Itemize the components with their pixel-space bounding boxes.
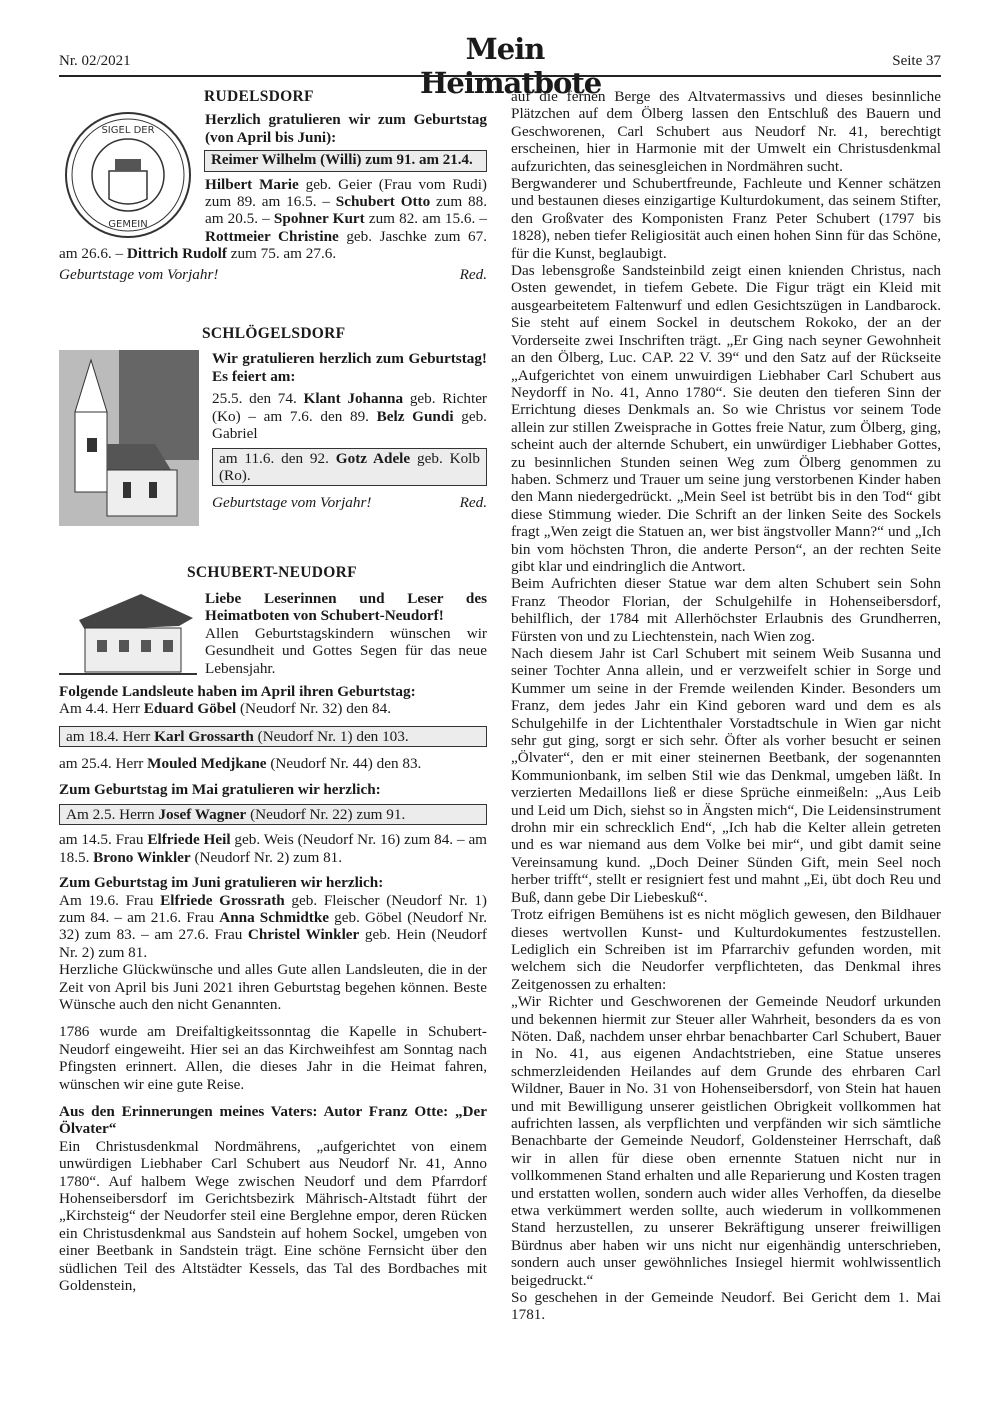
schloegelsdorf-footer bbox=[212, 494, 487, 511]
rudelsdorf-list: Hilbert Marie geb. Geier (Frau vom Rudi) zum 89. am 16.5. – Schubert Otto zum 88. am 20.5. – Spohner Kurt zum 82. am 15.6. – Rottmeier Christine geb. Jaschke zum 67. am 26.6. – Dittrich Rudolf zum 75. am 27.6. bbox=[59, 175, 488, 263]
svg-text:GEMEIN: GEMEIN bbox=[108, 219, 148, 231]
april-entry-1: Am 4.4. Herr Eduard Göbel (Neudorf Nr. 32) den 84. bbox=[59, 700, 391, 718]
article-paragraph-2: Bergwanderer und Schubertfreunde, Fachleute und Kenner schätzen und bestaunen dieses einzigartige Kulturdokument, das seinem Stifter, den Großvater des Komponisten Franz Peter Schubert (1797 bis 1828), neben tiefer Religiosität auch einen hohen Sinn für das Schöne, für die Kunst, beglaubigt. bbox=[511, 175, 941, 262]
schloegelsdorf-list: 25.5. den 74. Klant Johanna geb. Richter (Ko) – am 7.6. den 89. Belz Gundi geb. Gabriel bbox=[212, 390, 487, 443]
section-schloegelsdorf bbox=[59, 325, 487, 530]
article-paragraph-5: Nach diesem Jahr ist Carl Schubert mit seinem Weib Susanna und seiner Tochter Anna allein, und er verzweifelt schier in Sorge und Kummer um seine in der Fremde weilenden Kinder. Besonders um Franz, dem jedes Jahr ein Kind geboren ward und dem es als Schulgehilfe in der Lichtenthaler Vorstadtschule in Wien gar nicht sehr gut ging, sorgt er sich sehr. Öfter als vorher besucht er seinen „Ölvater“, den er mit einer steinernen Beetbank, der sogenannten Kommunionbank, im selben Stil wie das Denkmal, umgeben läßt. In verzierten Medaillons ließ er diese Sprüche einmeißeln: „Aus Leib und Leid um Dich, siehst so in Ängsten mich“, Die Leidensinstrument drohn mir ein schrecklich End“, „Ich hab die Kelter allein getreten und es war niemand aus dem Volke bei mir“, und gibt damit seine Vereinsamung kund. „Doch Deiner Sünden Gift, mein Seel noch herber trifft“, stellt er resigniert fest und mahnt „Ei, übt doch Reu und Buß, dann gebe Dir Liebeskuß“. bbox=[511, 645, 941, 906]
rudelsdorf-seal-image bbox=[59, 111, 197, 239]
juni-heading: Zum Geburtstag im Juni gratulieren wir herzlich: bbox=[59, 874, 384, 892]
schloegelsdorf-highlight: am 11.6. den 92. Gotz Adele geb. Kolb (Ro). bbox=[212, 448, 487, 487]
article-paragraph-1: auf die fernen Berge des Altvatermassivs und dieses besinnliche Plätzchen auf dem Ölberg lassen den Entschluß des Bauern und Geschworenen, Carl Schubert aus Neudorf Nr. 41, berechtigt erscheinen, hier in Harmonie mit der Umwelt ein Christusdenkmal aufzurichten, das seinesgleichen in Nordmähren sucht. bbox=[511, 88, 941, 175]
page-number: Seite 37 bbox=[892, 53, 941, 69]
otte-paragraph-1: Ein Christusdenkmal Nordmährens, „aufgerichtet von einem unwürdigen Liebhaber Carl Schubert aus Neudorf Nr. 41, Anno 1780“. Auf halbem Wege zwischen Neudorf und dem Pfarrdorf Hohenseibersdorf im Gerichtsbezirk Mährisch-Altstadt führt der „Kirchsteig“ der Neudorfer steil eine Berglehne empor, deren Rücken ein Christusdenkmal aus Sandstein auf hohem Sockel, umgeben von einer Beetbank in Sandstein trägt. Eine schöne Fernsicht über den südlichen Teil des Altstädter Kessels, das Tal des Bordbaches mit Goldenstein, bbox=[59, 1137, 487, 1295]
schloegelsdorf-red: Red. bbox=[459, 494, 487, 512]
article-paragraph-8: So geschehen in der Gemeinde Neudorf. Bei Gericht dem 1. Mai 1781. bbox=[511, 1289, 941, 1324]
mai-entries: am 14.5. Frau Elfriede Heil geb. Weis (Neudorf Nr. 16) zum 84. – am 18.5. Brono Winkler (Neudorf Nr. 2) zum 81. bbox=[59, 831, 487, 866]
section-rudelsdorf bbox=[59, 88, 487, 283]
schubert-neudorf-intro: Liebe Leserinnen und Leser des Heimatboten von Schubert-Neudorf! bbox=[205, 589, 487, 625]
rudelsdorf-red: Red. bbox=[459, 265, 487, 283]
header-rule bbox=[59, 75, 941, 77]
schloegelsdorf-intro: Wir gratulieren herzlich zum Geburtstag! Es feiert am: bbox=[212, 350, 487, 385]
schubert-neudorf-title: SCHUBERT-NEUDORF bbox=[187, 564, 357, 582]
issue-number: Nr. 02/2021 bbox=[59, 53, 131, 69]
left-column bbox=[59, 88, 487, 1295]
rudelsdorf-footer-note: Geburtstage vom Vorjahr! bbox=[59, 265, 219, 283]
article-paragraph-4: Beim Aufrichten dieser Statue war dem alten Schubert sein Sohn Franz Theodor Florian, der Schulgehilfe in Hohenseibersdorf, behilflich, der 1784 mit Allerhöchster Erlaubnis des Grundherren, Fürsten von und zu Liechtenstein, nach Wien zog. bbox=[511, 575, 941, 645]
schloegelsdorf-church-image bbox=[59, 350, 199, 526]
article-paragraph-7: „Wir Richter und Geschworenen der Gemeinde Neudorf urkunden und bekennen hiermit zur Steuer aller Wahrheit, besonders da es von Nöten. Daß, nachdem unser ehrbar benachbarter Carl Schubert, Bauer in No. 41, aus eigenen Andachtstrieben, eine Statue unseres schmerzleidenden Heilandes auf dem Grunde des ehrbaren Carl Wildner, Bauer in No. 31 von Hohenseibersdorf, von Stein hat hauen und mit Bewilligung unserer geistlichen Obrigkeit vollkommen hat aufrichten lassen, als verpflichten und verpfänden wir sich sämtliche Benachbarte der Gemeinde Neudorf, Goldensteiner Herrschaft, daß wir in allen für diese oben ernennte Statuen nicht nur in vollkommenen Stand erhalten und alle Reparierung und Kosten tragen und erstatten wollen, sondern auch wider alles Verhoffen, da dieselbe etwa verkümmert werden sollte, auch wiederum in vollkommenen Stand herzustellen, zu unserer Bekräftigung unserer freiwilligen Bürdnus aber haben wir uns nicht nur eigenhändig unterschrieben, sondern auch unser gewöhnliches Insiegel hiermit wohlwissentlich beigedruckt.“ bbox=[511, 993, 941, 1289]
rudelsdorf-highlight: Reimer Wilhelm (Willi) zum 91. am 21.4. bbox=[204, 150, 487, 171]
april-highlight: am 18.4. Herr Karl Grossarth (Neudorf Nr. 1) den 103. bbox=[59, 726, 487, 747]
article-paragraph-6: Trotz eifrigen Bemühens ist es nicht möglich gewesen, den Bildhauer dieses wertvollen Kunst- und Kulturdokumentes festzustellen. Lediglich ein Schreiben ist im Pfarrarchiv gefunden worden, mit welchem sich die Neudorfer verpflichteten, das Denkmal ihres Zeitgenossen zu erhalten: bbox=[511, 906, 941, 993]
rudelsdorf-footer bbox=[59, 266, 487, 283]
wishes-paragraph: Herzliche Glückwünsche und alles Gute allen Landsleuten, die in der Zeit von April bis Juni 2021 ihren Geburtstag begehen können. Beste Wünsche auch den nicht Genannten. bbox=[59, 961, 487, 1013]
svg-text:SIGEL DER: SIGEL DER bbox=[101, 125, 155, 137]
otte-heading: Aus den Erinnerungen meines Vaters: Autor Franz Otte: „Der Ölvater“ bbox=[59, 1103, 487, 1138]
mai-heading: Zum Geburtstag im Mai gratulieren wir herzlich: bbox=[59, 780, 381, 798]
section-schubert-neudorf bbox=[59, 564, 487, 1294]
rudelsdorf-intro: Herzlich gratulieren wir zum Geburtstag (von April bis Juni): bbox=[205, 111, 487, 146]
schubert-neudorf-house-image bbox=[59, 590, 197, 680]
schloegelsdorf-footer-note: Geburtstage vom Vorjahr! bbox=[212, 494, 372, 512]
april-entry-3: am 25.4. Herr Mouled Medjkane (Neudorf Nr. 44) den 83. bbox=[59, 755, 422, 773]
newspaper-title: Mein Heimatbote bbox=[420, 32, 602, 100]
kapelle-paragraph: 1786 wurde am Dreifaltigkeitssonntag die Kapelle in Schubert-Neudorf eingeweiht. Hier sei an das Kirchweihfest am Sonntag nach Pfingsten erinnert. Allen, die dieses Jahr in die Heimat fahren, wünschen wir eine gute Reise. bbox=[59, 1023, 487, 1093]
schubert-neudorf-text: Allen Geburtstagskindern wünschen wir Gesundheit und Gottes Segen für das neue Lebensjahr. bbox=[205, 624, 487, 677]
april-heading: Folgende Landsleute haben im April ihren Geburtstag: bbox=[59, 682, 416, 700]
schloegelsdorf-title: SCHLÖGELSDORF bbox=[202, 325, 346, 343]
juni-entries: Am 19.6. Frau Elfriede Grossrath geb. Fleischer (Neudorf Nr. 1) zum 84. – am 21.6. Frau Anna Schmidtke geb. Göbel (Neudorf Nr. 32) zum 83. – am 27.6. Frau Christel Winkler geb. Hein (Neudorf Nr. 2) zum 81. bbox=[59, 891, 487, 961]
mai-highlight: Am 2.5. Herrn Josef Wagner (Neudorf Nr. 22) zum 91. bbox=[59, 804, 487, 825]
article-paragraph-3: Das lebensgroße Sandsteinbild zeigt einen knienden Christus, nach Osten gewendet, in tiefem Gebete. Die Figur trägt ein Kleid mit ausgearbeitetem Faltenwurf und edlen Gesichtszügen in Landbarock. Sie steht auf einem Sockel in deutschem Rokoko, der an der Vorderseite zwei Inschriften trägt. „Er Ging nach seyner Gewohnheit an den Ölberg, Luc. CAP. 22 V. 39“ und den Satz auf der Rückseite „Aufgerichtet von einem unwuirdigen Liebhaber Carl Schubert aus Neydorff in No. 41, Anno 1780“. Sie deuten den tieferen Sinn der Errichtung dieses Denkmals an. So wie Christus vor seinem Tode allein zur stillen Zweisprache in Gottes freie Natur, zum Ölberg, ging, scheint auch der alternde Schubert, ein unwürdiger Liebhaber Gottes, zu besinnlichen Stunden seinen Weg zum Ölberg genommen zu haben. Schmerz und Trauer um seine jung verstorbenen Kinder haben den Mann niedergedrückt. „Mein Seel ist betrübt bis in den Tod“ gibt diese Stimmung wieder. Die Schrift an der linken Seite des Sockels fragt „Wen zeigt die Statuen an, wer bist ängstvoller Mann?“ und „Ich bin vom höchsten Thron, die anderte Person“, an der rechten Seite gibt klar und eindringlich die Antwort. bbox=[511, 262, 941, 575]
right-column bbox=[511, 88, 941, 1324]
rudelsdorf-title: RUDELSDORF bbox=[204, 88, 314, 105]
